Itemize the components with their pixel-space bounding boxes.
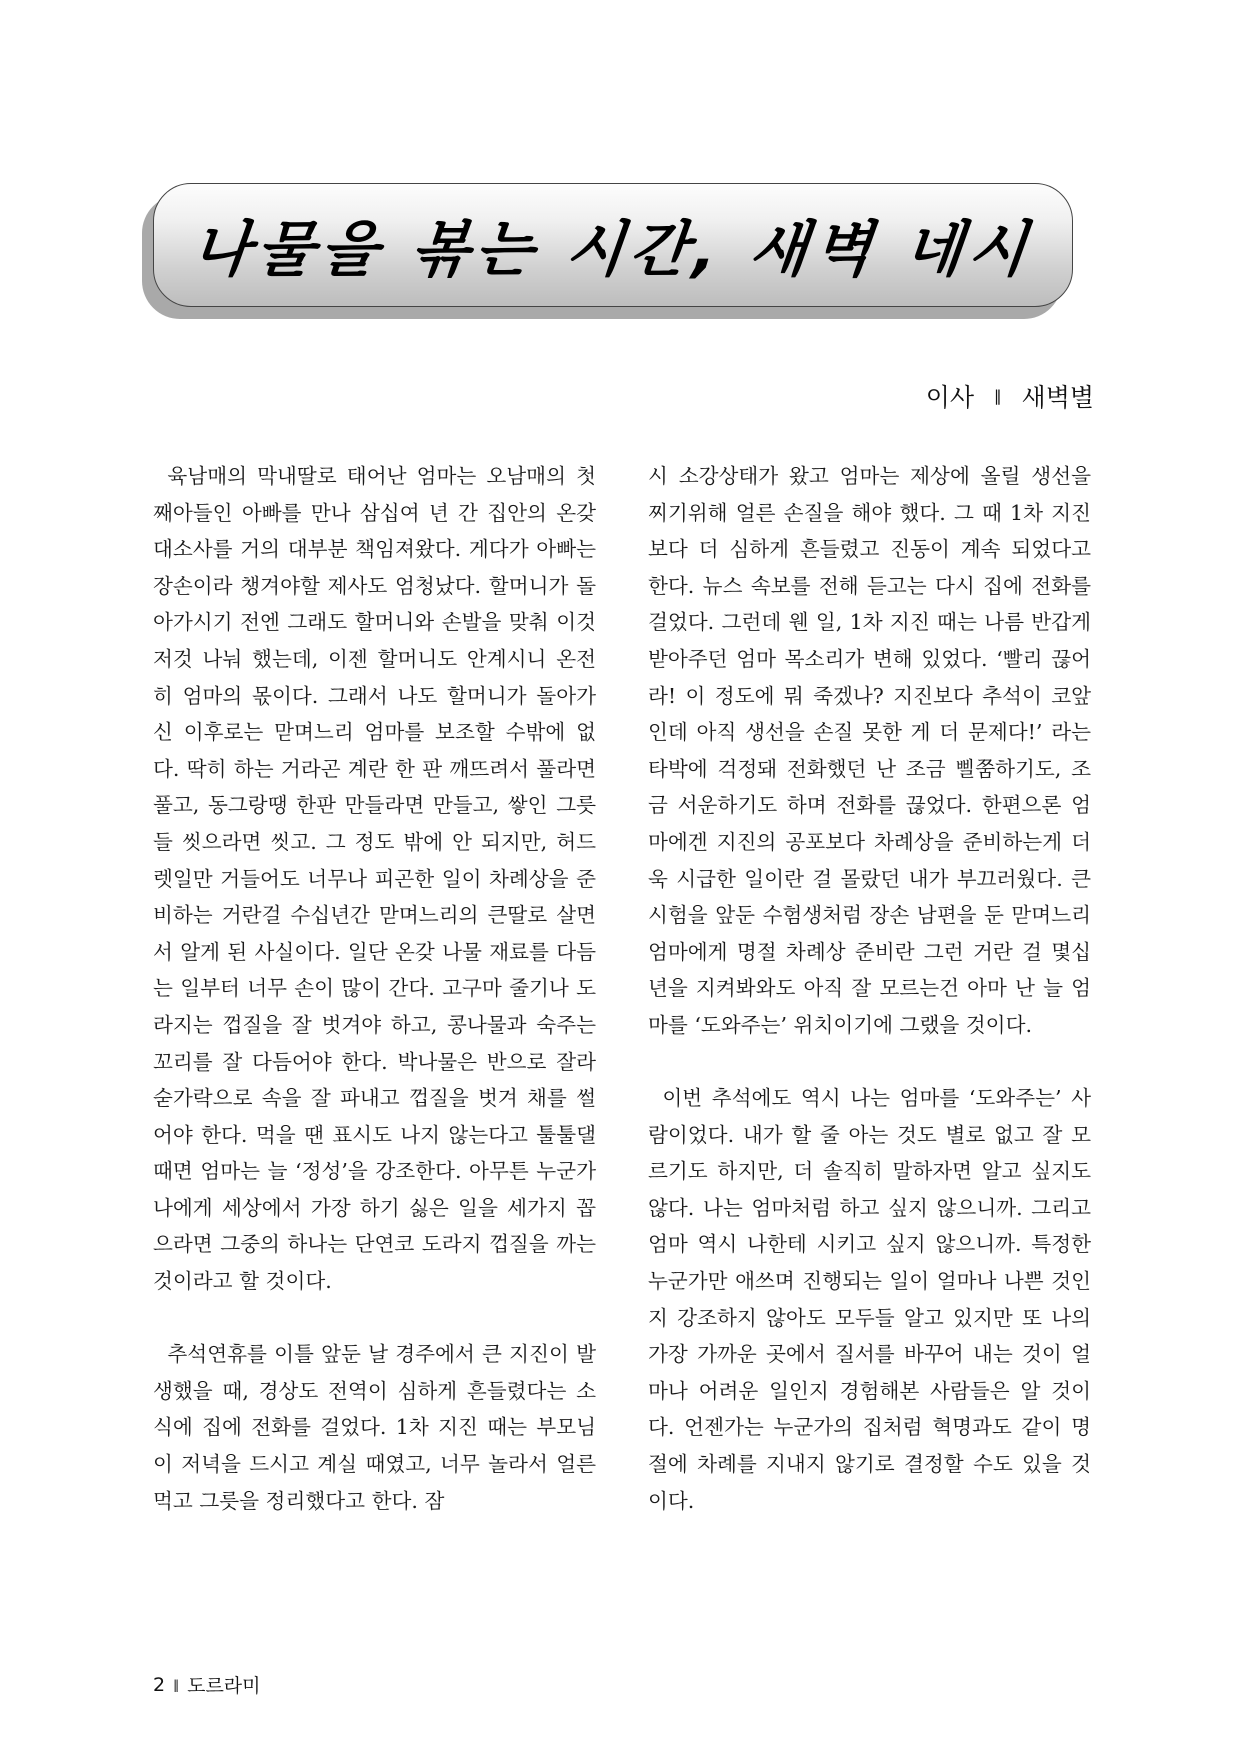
paragraph: 육남매의 막내딸로 태어난 엄마는 오남매의 첫째아들인 아빠를 만나 삼십여 년 간 집안의 온갖 대소사를 거의 대부분 책임져왔다. 게다가 아빠는 장손이라 챙겨야할 제사도 엄청났다. 할머니가 돌아가시기 전엔 그래도 할머니와 손발을 맞춰 이것저것 나눠 했는데, 이젠 할머니도 안계시니 온전히 엄마의 몫이다. 그래서 나도 할머니가 돌아가신 이후로는 맏며느리 엄마를 보조할 수밖에 없다. 딱히 하는 거라곤 계란 한 판 깨뜨려서 풀라면 풀고, 동그랑땡 한판 만들라면 만들고, 쌓인 그릇들 씻으라면 씻고. 그 정도 밖에 안 되지만, 허드렛일만 거들어도 너무나 피곤한 일이 차례상을 준비하는 거란걸 수십년간 맏며느리의 큰딸로 살면서 알게 된 사실이다. 일단 온갖 나물 재료를 다듬는 일부터 너무 손이 많이 간다. 고구마 줄기나 도라지는 껍질을 잘 벗겨야 하고, 콩나물과 숙주는 꼬리를 잘 다듬어야 한다. 박나물은 반으로 잘라 숟가락으로 속을 잘 파내고 껍질을 벗겨 채를 썰어야 한다. 먹을 땐 표시도 나지 않는다고 툴툴댈 때면 엄마는 늘 ‘정성’을 강조한다. 아무튼 누군가 나에게 세상에서 가장 하기 싫은 일을 세가지 꼽으라면 그중의 하나는 단연코 도라지 껍질을 까는 것이라고 할 것이다. [153, 464, 596, 1294]
page-number: 2 [153, 1673, 166, 1696]
article-title: 나물을 볶는 시간, 새벽 네시 [188, 215, 1037, 285]
left-column [153, 458, 596, 1519]
footer-separator: ‖ [173, 1677, 180, 1692]
title-banner [153, 183, 1073, 307]
byline [926, 378, 1094, 414]
paragraph: 시 소강상태가 왔고 엄마는 제상에 올릴 생선을 찌기위해 얼른 손질을 해야 했다. 그 때 1차 지진보다 더 심하게 흔들렸고 진동이 계속 되었다고 한다. 뉴스 속보를 전해 듣고는 다시 집에 전화를 걸었다. 그런데 웬 일, 1차 지진 때는 나름 반갑게 받아주던 엄마 목소리가 변해 있었다. ‘빨리 끊어라! 이 정도에 뭐 죽겠나? 지진보다 추석이 코앞인데 아직 생선을 손질 못한 게 더 문제다!’ 라는 타박에 걱정돼 전화했던 난 조금 삘쭘하기도, 조금 서운하기도 하며 전화를 끊었다. 한편으론 엄마에겐 지진의 공포보다 차례상을 준비하는게 더욱 시급한 일이란 걸 몰랐던 내가 부끄러웠다. 큰 시험을 앞둔 수험생처럼 장손 남편을 둔 맏며느리 엄마에게 명절 차례상 준비란 그런 거란 걸 몇십년을 지켜봐와도 아직 잘 모르는건 아마 난 늘 엄마를 ‘도와주는’ 위치이기에 그랬을 것이다. [648, 464, 1091, 1037]
page-footer [153, 1671, 261, 1698]
paragraph: 추석연휴를 이틀 앞둔 날 경주에서 큰 지진이 발생했을 때, 경상도 전역이 심하게 흔들렸다는 소식에 집에 전화를 걸었다. 1차 지진 때는 부모님이 저녁을 드시고 계실 때였고, 너무 놀라서 얼른 먹고 그릇을 정리했다고 한다. 잠 [153, 1342, 596, 1513]
publication-name: 도르라미 [187, 1675, 261, 1697]
right-column [648, 458, 1091, 1519]
author-name: 새벽별 [1021, 383, 1094, 412]
paragraph: 이번 추석에도 역시 나는 엄마를 ‘도와주는’ 사람이었다. 내가 할 줄 아는 것도 별로 없고 잘 모르기도 하지만, 더 솔직히 말하자면 알고 싶지도 않다. 나는 엄마처럼 하고 싶지 않으니까. 그리고 엄마 역시 나한테 시키고 싶지 않으니까. 특정한 누군가만 애쓰며 진행되는 일이 얼마나 나쁜 것인지 강조하지 않아도 모두들 알고 있지만 또 나의 가장 가까운 곳에서 질서를 바꾸어 내는 것이 얼마나 어려운 일인지 경험해본 사람들은 알 것이다. 언젠가는 누군가의 집처럼 혁명과도 같이 명절에 차례를 지내지 않기로 결정할 수도 있을 것이다. [648, 1086, 1091, 1513]
byline-separator: ‖ [994, 387, 1002, 405]
author-role: 이사 [925, 383, 975, 412]
